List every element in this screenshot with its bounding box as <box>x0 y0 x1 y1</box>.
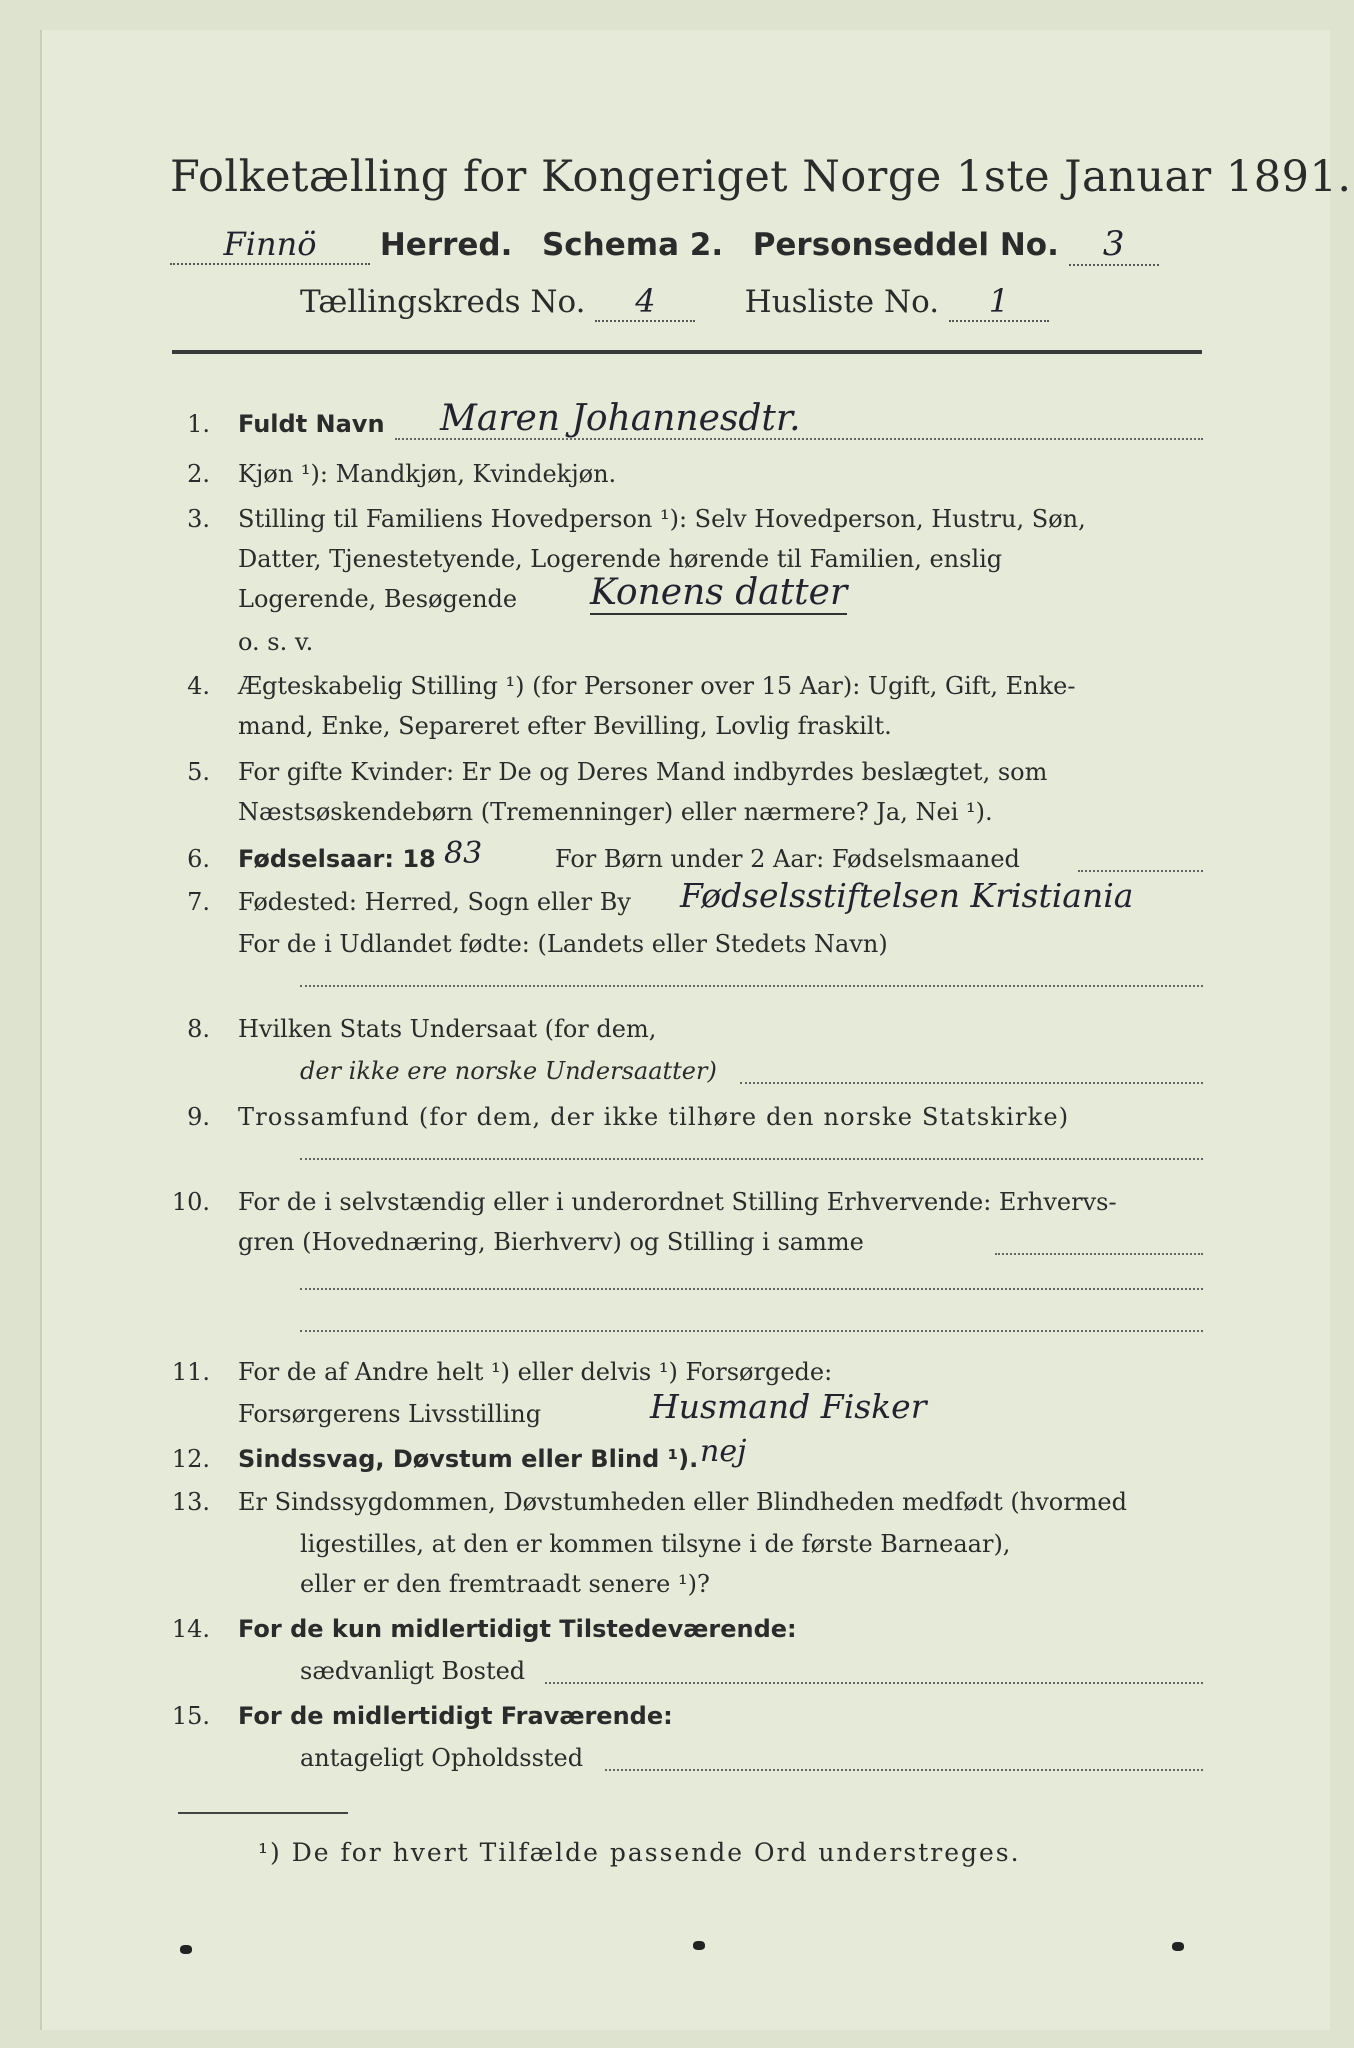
personseddel-value: 3 <box>1069 224 1159 266</box>
item-10-dotline-2 <box>300 1288 1203 1290</box>
item-3-answer: Konens datter <box>590 572 848 613</box>
item-6-label: Fødselsaar: 18 <box>238 845 436 873</box>
item-2-number: 2. <box>187 460 210 488</box>
item-5-line-1: For gifte Kvinder: Er De og Deres Mand indbyrdes beslægtet, som <box>238 758 1048 786</box>
herred-value: Finnö <box>170 225 370 265</box>
item-14-line-1: For de kun midlertidigt Tilstedeværende: <box>238 1615 797 1643</box>
item-8-line-2: der ikke ere norske Undersaatter) <box>300 1057 717 1085</box>
item-4-line-1: Ægteskabelig Stilling ¹) (for Personer over 15 Aar): Ugift, Gift, Enke- <box>238 672 1076 700</box>
item-6-answer: 83 <box>444 836 483 871</box>
item-9-text: Trossamfund (for dem, der ikke tilhøre den norske Statskirke) <box>238 1103 1070 1131</box>
item-10-line-2: gren (Hovednæring, Bierhverv) og Stilling i samme <box>238 1228 864 1256</box>
item-14-number: 14. <box>171 1615 210 1643</box>
census-form-sheet <box>40 30 1330 2030</box>
item-1-label: Fuldt Navn <box>238 410 385 438</box>
item-7-line-2: For de i Udlandet fødte: (Landets eller Stedets Navn) <box>238 930 888 958</box>
item-4-line-2: mand, Enke, Separeret efter Bevilling, Lovlig fraskilt. <box>238 712 892 740</box>
item-3-line-4: o. s. v. <box>238 628 314 656</box>
husliste-value: 1 <box>949 282 1049 322</box>
item-6-number: 6. <box>187 845 210 873</box>
item-8-number: 8. <box>187 1015 210 1043</box>
herred-row <box>170 224 1159 266</box>
item-12-answer: nej <box>700 1434 747 1469</box>
item-15-number: 15. <box>171 1702 210 1730</box>
schema-label: Schema 2. <box>541 227 724 263</box>
item-4-number: 4. <box>187 672 210 700</box>
item-8-dotline <box>740 1082 1203 1084</box>
item-7-dotline <box>300 985 1203 987</box>
herred-label: Herred. <box>379 227 513 263</box>
item-10-line-1: For de i selvstændig eller i underordnet Stilling Erhvervende: Erhvervs- <box>238 1188 1117 1216</box>
item-15-line-1: For de midlertidigt Fraværende: <box>238 1702 673 1730</box>
husliste-label: Husliste No. <box>744 284 940 320</box>
item-10-dotline-1 <box>995 1253 1203 1255</box>
item-5-number: 5. <box>187 758 210 786</box>
footnote-rule <box>178 1812 348 1814</box>
ink-speck <box>180 1945 192 1954</box>
item-6-dotline <box>1078 870 1203 872</box>
item-1-dotline <box>395 438 1203 440</box>
item-15-dotline <box>605 1769 1203 1771</box>
item-5-line-2: Næstsøskendebørn (Tremenninger) eller nærmere? Ja, Nei ¹). <box>238 798 993 826</box>
header-divider <box>172 350 1202 354</box>
item-14-dotline <box>545 1682 1203 1684</box>
footnote: ¹) De for hvert Tilfælde passende Ord understreges. <box>258 1838 1021 1867</box>
item-3-line-1: Stilling til Familiens Hovedperson ¹): Selv Hovedperson, Hustru, Søn, <box>238 505 1086 533</box>
item-10-number: 10. <box>171 1188 210 1216</box>
kreds-label: Tællingskreds No. <box>300 284 586 320</box>
form-title: Folketælling for Kongeriget Norge 1ste Januar 1891. <box>170 152 1352 202</box>
ink-speck <box>693 1941 705 1950</box>
item-13-line-3: eller er den fremtraadt senere ¹)? <box>300 1570 710 1598</box>
item-13-number: 13. <box>171 1488 210 1516</box>
item-11-line-1: For de af Andre helt ¹) eller delvis ¹) Forsørgede: <box>238 1358 833 1386</box>
item-1-answer: Maren Johannesdtr. <box>440 398 801 439</box>
item-13-line-2: ligestilles, at den er kommen tilsyne i de første Barneaar), <box>300 1530 1011 1558</box>
item-7-number: 7. <box>187 888 210 916</box>
kreds-row <box>300 282 1049 322</box>
item-12-number: 12. <box>171 1445 210 1473</box>
item-1-number: 1. <box>187 410 210 438</box>
personseddel-label: Personseddel No. <box>752 227 1059 263</box>
item-9-number: 9. <box>187 1103 210 1131</box>
item-7-line-1: Fødested: Herred, Sogn eller By <box>238 888 631 916</box>
item-6-sub: For Børn under 2 Aar: Fødselsmaaned <box>555 845 1020 873</box>
item-12-text: Sindssvag, Døvstum eller Blind ¹). <box>238 1445 699 1473</box>
item-11-answer: Husmand Fisker <box>650 1387 927 1426</box>
kreds-value: 4 <box>595 282 695 322</box>
item-8-line-1: Hvilken Stats Undersaat (for dem, <box>238 1015 657 1043</box>
item-13-line-1: Er Sindssygdommen, Døvstumheden eller Blindheden medfødt (hvormed <box>238 1488 1127 1516</box>
item-3-line-3: Logerende, Besøgende <box>238 585 518 613</box>
item-10-dotline-3 <box>300 1330 1203 1332</box>
item-3-number: 3. <box>187 505 210 533</box>
item-3-line-2: Datter, Tjenestetyende, Logerende hørende til Familien, enslig <box>238 545 1003 573</box>
item-14-line-2: sædvanligt Bosted <box>300 1657 526 1685</box>
item-9-dotline <box>300 1158 1203 1160</box>
item-15-line-2: antageligt Opholdssted <box>300 1744 584 1772</box>
item-11-line-2: Forsørgerens Livsstilling <box>238 1400 542 1428</box>
item-11-number: 11. <box>171 1358 210 1386</box>
ink-speck <box>1172 1942 1184 1951</box>
item-2-text: Kjøn ¹): Mandkjøn, Kvindekjøn. <box>238 460 617 488</box>
item-7-answer: Fødselsstiftelsen Kristiania <box>680 876 1134 915</box>
